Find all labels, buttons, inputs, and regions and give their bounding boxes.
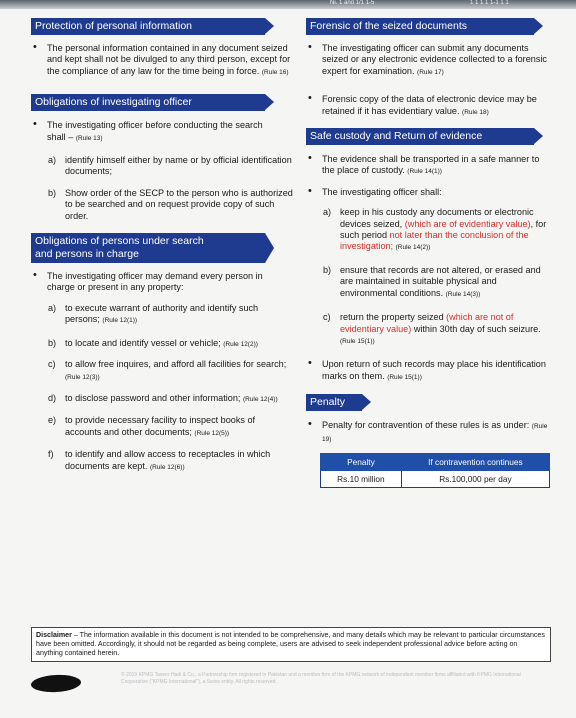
penalty-bullet [306, 420, 550, 445]
item-letter: c) [323, 312, 331, 323]
item-letter: b) [48, 187, 57, 198]
item-letter: a) [323, 207, 332, 218]
item-letter: d) [48, 392, 57, 403]
item-text: to disclose password and other information; [65, 392, 241, 403]
custody-item-b [306, 265, 550, 300]
item-highlight-2: not later than the conclusion of the investigation; [340, 230, 529, 252]
officer-item-b [31, 188, 293, 222]
item-letter: f) [48, 449, 54, 460]
custody-text-1: The evidence shall be transported in a safe manner to the place of custody. [322, 154, 540, 176]
rule-ref: (Rule 19) [322, 423, 548, 443]
section-header-penalty: Penalty [306, 394, 362, 411]
rule-ref: (Rule 15(1)) [340, 337, 375, 345]
disclaimer-label: Disclaimer [36, 631, 72, 639]
custody-bullet-2: • The investigating officer shall: [306, 187, 550, 198]
rule-ref: (Rule 12(4)) [242, 395, 278, 403]
table-header: Penalty [321, 453, 402, 470]
header-line-1: Obligations of persons under search [35, 235, 204, 248]
redacted-logo [31, 674, 82, 694]
rule-ref: (Rule 12(3)) [65, 373, 100, 381]
rule-ref: (Rule 12(5)) [194, 429, 230, 437]
section-header-forensic: Forensic of the seized documents [306, 18, 534, 35]
rule-ref: (Rule 12(1)) [102, 317, 138, 325]
left-column [31, 16, 299, 473]
protection-text: The personal information contained in any document seized and kept shall not be divulged to any third person, except for the compliance of any law for the time being in force. [47, 43, 291, 76]
table-cell: Rs.10 million [321, 470, 402, 487]
rule-ref: (Rule 14(1)) [407, 168, 442, 176]
item-text: keep in his custody any documents or electronic devices seized, [340, 207, 534, 229]
item-text-cont-2: of such seizure. [477, 323, 541, 334]
table-header: If contravention continues [401, 453, 549, 470]
custody-bullet-3 [306, 359, 550, 383]
rule-ref: (Rule 17) [417, 68, 444, 76]
forensic-bullet-1 [306, 43, 550, 78]
item-text: to locate and identify vessel or vehicle; [65, 337, 221, 348]
item-text: to execute warrant of authority and identify such persons; [65, 302, 259, 325]
item-letter: b) [323, 264, 332, 275]
disclaimer-text: – The information available in this document is not intended to be comprehensive, and many details which may be relevant to particular circumstances have been omitted. Accordingly, it should not be regarded as being complete, users are advised to seek independent professional advice before acting on anything contained herein. [36, 631, 545, 657]
table-cell: Rs.100,000 per day [401, 470, 549, 487]
rule-ref: (Rule 16) [261, 68, 289, 76]
item-text: identify himself either by name or by official identification documents; [65, 155, 292, 177]
item-letter: e) [48, 415, 57, 426]
custody-bullet-1 [306, 154, 550, 178]
item-text-cont: within 30th day [413, 323, 475, 334]
item-highlight: (which are of evidentiary value) [404, 218, 531, 229]
officer-item-a [31, 155, 293, 178]
persons-item-b [31, 338, 293, 350]
section-header-obligations-persons [31, 233, 265, 263]
persons-item-c [31, 359, 293, 383]
item-letter: a) [48, 302, 57, 313]
section-header-protection: Protection of personal information [31, 18, 265, 35]
rule-ref: (Rule 12(2)) [223, 340, 258, 348]
persons-item-e [31, 415, 293, 439]
persons-item-d [31, 393, 293, 405]
officer-text: The investigating officer before conducting the search shall – [47, 120, 263, 142]
item-highlight: (which are not of evidentiary value) [340, 312, 514, 334]
rule-ref: (Rule 18) [462, 108, 489, 116]
item-text: to provide necessary facility to inspect books of accounts and other documents; [65, 415, 256, 437]
item-text-cont: , for such period [340, 218, 547, 241]
top-banner-left-text: Ni. 1 and 1/1 1-5 [330, 0, 375, 6]
rule-ref: (Rule 14(3)) [445, 290, 481, 298]
rule-ref: (Rule 15(1)) [387, 373, 422, 381]
header-line-2: and persons in charge [35, 248, 139, 261]
protection-bullet [31, 43, 299, 78]
disclaimer-box [31, 627, 551, 662]
top-banner-right-text: 1 1 1 1 1-1 1 1 [470, 0, 509, 6]
section-header-obligations-officer: Obligations of investigating officer [31, 94, 265, 111]
penalty-text: Penalty for contravention of these rules is as under: [322, 420, 530, 431]
forensic-text-1: The investigating officer can submit any documents seized or any electronic evidence collected to a forensic expert for examination. [322, 43, 547, 76]
item-text: to identify and allow access to receptacles in which documents are kept. [65, 449, 271, 471]
item-letter: a) [48, 155, 57, 166]
table-header-row [321, 453, 550, 470]
top-banner [0, 0, 576, 9]
persons-bullet: • The investigating officer may demand every person in charge or present in any property: [31, 271, 281, 294]
item-letter: b) [48, 337, 57, 348]
section-header-safe-custody: Safe custody and Return of evidence [306, 128, 534, 145]
rule-ref: (Rule 12(6)) [149, 463, 185, 471]
rule-ref: (Rule 14(2)) [395, 244, 431, 252]
forensic-text-2: Forensic copy of the data of electronic device may be retained if it has evidentiary value. [322, 94, 537, 116]
custody-text-3: Upon return of such records may place his identification marks on them. [322, 359, 546, 381]
persons-item-a [31, 303, 293, 327]
officer-bullet [31, 120, 281, 144]
item-text: Show order of the SECP to the person who is authorized to be searched and on request provide copy of such order. [65, 187, 293, 221]
footer-copyright: © 2019 KPMG Taseer Hadi & Co., a Partnership firm registered in Pakistan and a member firm of the KPMG network of independent member firms affiliated with KPMG International Cooperative ("KPMG International"), a Swiss entity. All rights reserved. [121, 672, 521, 685]
right-column [306, 16, 550, 488]
item-letter: c) [48, 359, 56, 370]
forensic-bullet-2 [306, 94, 550, 118]
rule-ref: (Rule 13) [75, 134, 103, 142]
item-text: return the property seized [340, 312, 444, 323]
table-row [321, 470, 550, 487]
custody-item-a [306, 207, 550, 254]
item-text: ensure that records are not altered, or erased and are maintained in suitable physical and environmental conditions. [340, 264, 541, 298]
penalty-table [320, 453, 550, 488]
item-text: to allow free inquires, and afford all facilities for search; [65, 359, 287, 370]
persons-item-f [31, 449, 293, 473]
custody-item-c [306, 312, 550, 347]
